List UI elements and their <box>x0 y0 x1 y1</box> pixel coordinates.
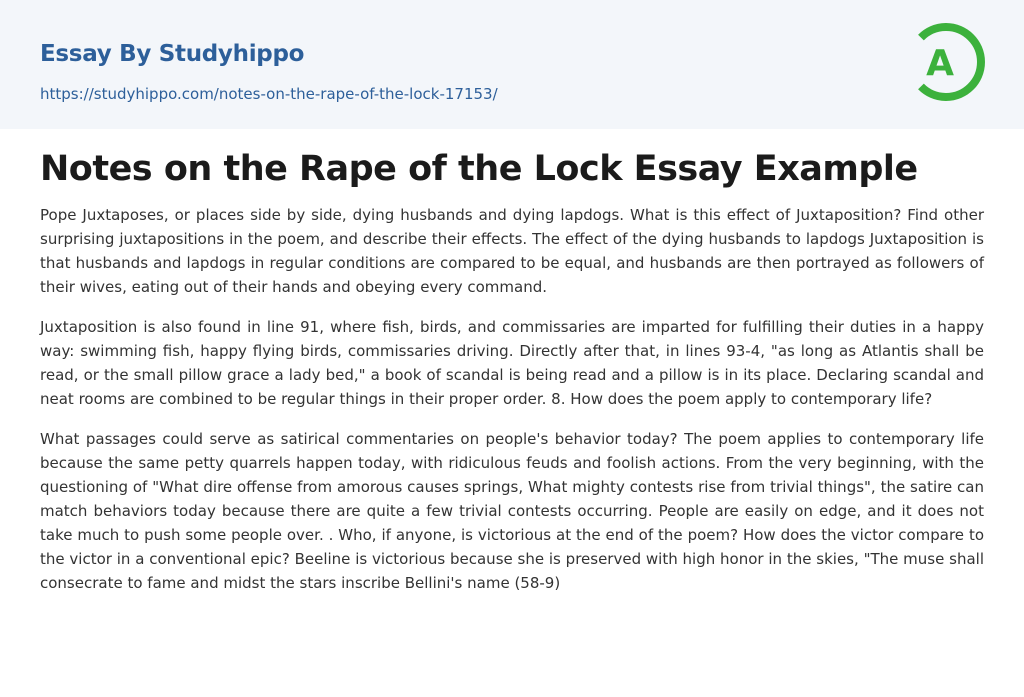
page-title: Notes on the Rape of the Lock Essay Example <box>40 149 918 189</box>
site-header <box>0 0 1024 129</box>
article <box>0 129 1024 595</box>
page-url-link[interactable]: https://studyhippo.com/notes-on-the-rape-of-the-lock-17153/ <box>40 85 498 103</box>
studyhippo-logo-icon[interactable] <box>914 20 986 104</box>
paragraph: What passages could serve as satirical commentaries on people's behavior today? The poem applies to contemporary life because the same petty quarrels happen today, with ridiculous feuds and foolish actions. From the very beginning, with the questioning of "What dire offense from amorous causes springs, What mighty contests rise from trivial things", the satire can match behaviors today because there are quite a few trivial contests occurring. People are easily on edge, and it does not take much to push some people over. . Who, if anyone, is victorious at the end of the poem? How does the victor compare to the victor in a conventional epic? Beeline is victorious because she is preserved with high honor in the skies, "The muse shall consecrate to fame and midst the stars inscribe Bellini's name (58-9) <box>40 430 984 592</box>
site-brand[interactable]: Essay By Studyhippo <box>40 41 305 67</box>
logo-letter: A <box>926 43 954 84</box>
paragraph: Pope Juxtaposes, or places side by side, dying husbands and dying lapdogs. What is this effect of Juxtaposition? Find other surprising juxtapositions in the poem, and describe their effects. The effect of the dying husbands to lapdogs Juxtaposition is that husbands and lapdogs in regular conditions are compared to be equal, and husbands are then portrayed as followers of their wives, eating out of their hands and obeying every command. <box>40 206 984 296</box>
paragraph: Juxtaposition is also found in line 91, where fish, birds, and commissaries are imparted for fulfilling their duties in a happy way: swimming fish, happy flying birds, commissaries driving. Directly after that, in lines 93-4, "as long as Atlantis shall be read, or the small pillow grace a lady bed," a book of scandal is being read and a pillow is in its place. Declaring scandal and neat rooms are combined to be regular things in their proper order. 8. How does the poem apply to contemporary life? <box>40 318 984 408</box>
